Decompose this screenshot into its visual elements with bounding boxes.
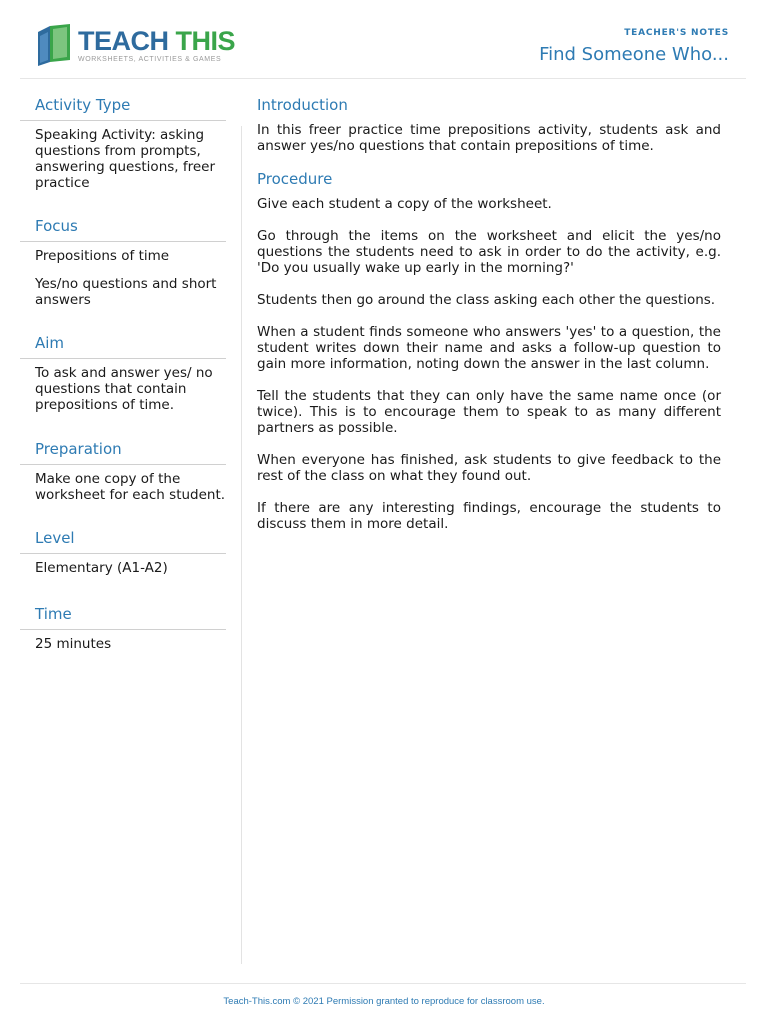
- teachers-notes-label: TEACHER'S NOTES: [624, 28, 729, 38]
- section-heading: Time: [20, 603, 226, 630]
- page-header: [20, 0, 746, 79]
- section-text: 25 minutes: [35, 636, 112, 652]
- introduction-heading: Introduction: [257, 96, 348, 114]
- section-body: [20, 630, 226, 652]
- sidebar: [20, 94, 226, 664]
- section-text: Elementary (A1-A2): [35, 560, 168, 576]
- procedure-paragraph: Tell the students that they can only have the same name once (or twice). This is to encourage them to speak to as many different partners as possible.: [257, 388, 721, 436]
- section-aim: [20, 332, 226, 413]
- procedure-paragraph: Students then go around the class asking each other the questions.: [257, 292, 716, 308]
- procedure-paragraph: Go through the items on the worksheet and elicit the yes/no questions the students need to ask in order to do the activity, e.g. 'Do you usually wake up early in the morning?': [257, 228, 721, 276]
- section-body: [20, 465, 226, 503]
- section-preparation: [20, 438, 226, 503]
- section-focus: [20, 215, 226, 308]
- section-heading: Activity Type: [20, 94, 226, 121]
- logo-word-this: THIS: [175, 26, 236, 56]
- introduction-paragraph: In this freer practice time prepositions activity, students ask and answer yes/no questions that contain prepositions of time.: [257, 122, 721, 154]
- main-content: [257, 94, 721, 548]
- footer-copyright: Teach-This.com © 2021 Permission granted to reproduce for classroom use.: [223, 996, 545, 1007]
- section-heading: Focus: [20, 215, 226, 242]
- section-heading: Level: [20, 527, 226, 554]
- section-text: Speaking Activity: asking questions from prompts, answering questions, freer practice: [35, 127, 216, 191]
- procedure-paragraph: Give each student a copy of the worksheet.: [257, 196, 552, 212]
- section-body: [20, 242, 226, 308]
- section-time: [20, 603, 226, 652]
- logo-tagline: WORKSHEETS, ACTIVITIES & GAMES: [78, 56, 222, 63]
- section-activity-type: [20, 94, 226, 191]
- section-text: Make one copy of the worksheet for each student.: [35, 471, 226, 503]
- procedure-heading: Procedure: [257, 170, 333, 188]
- section-text: Yes/no questions and short answers: [35, 276, 217, 308]
- section-text: To ask and answer yes/ no questions that contain prepositions of time.: [35, 365, 213, 413]
- section-heading: Aim: [20, 332, 226, 359]
- teach-this-logo[interactable]: [36, 22, 236, 70]
- section-level: [20, 527, 226, 576]
- section-heading: Preparation: [20, 438, 226, 465]
- procedure-paragraph: When a student finds someone who answers 'yes' to a question, the student writes down their name and asks a follow-up question to gain more information, noting down the answer in the last column.: [257, 324, 721, 372]
- section-body: [20, 121, 226, 191]
- column-divider: [241, 126, 242, 964]
- page-title: Find Someone Who...: [539, 44, 729, 65]
- procedure-paragraph: If there are any interesting findings, encourage the students to discuss them in more detail.: [257, 500, 721, 532]
- section-text: Prepositions of time: [35, 248, 170, 264]
- section-body: [20, 359, 226, 413]
- logo-wordmark: [78, 26, 235, 56]
- book-icon: [36, 22, 76, 68]
- section-body: [20, 554, 226, 576]
- procedure-paragraph: When everyone has finished, ask students to give feedback to the rest of the class on what they found out.: [257, 452, 721, 484]
- footer-divider: [20, 983, 746, 984]
- logo-word-teach: TEACH: [78, 26, 169, 56]
